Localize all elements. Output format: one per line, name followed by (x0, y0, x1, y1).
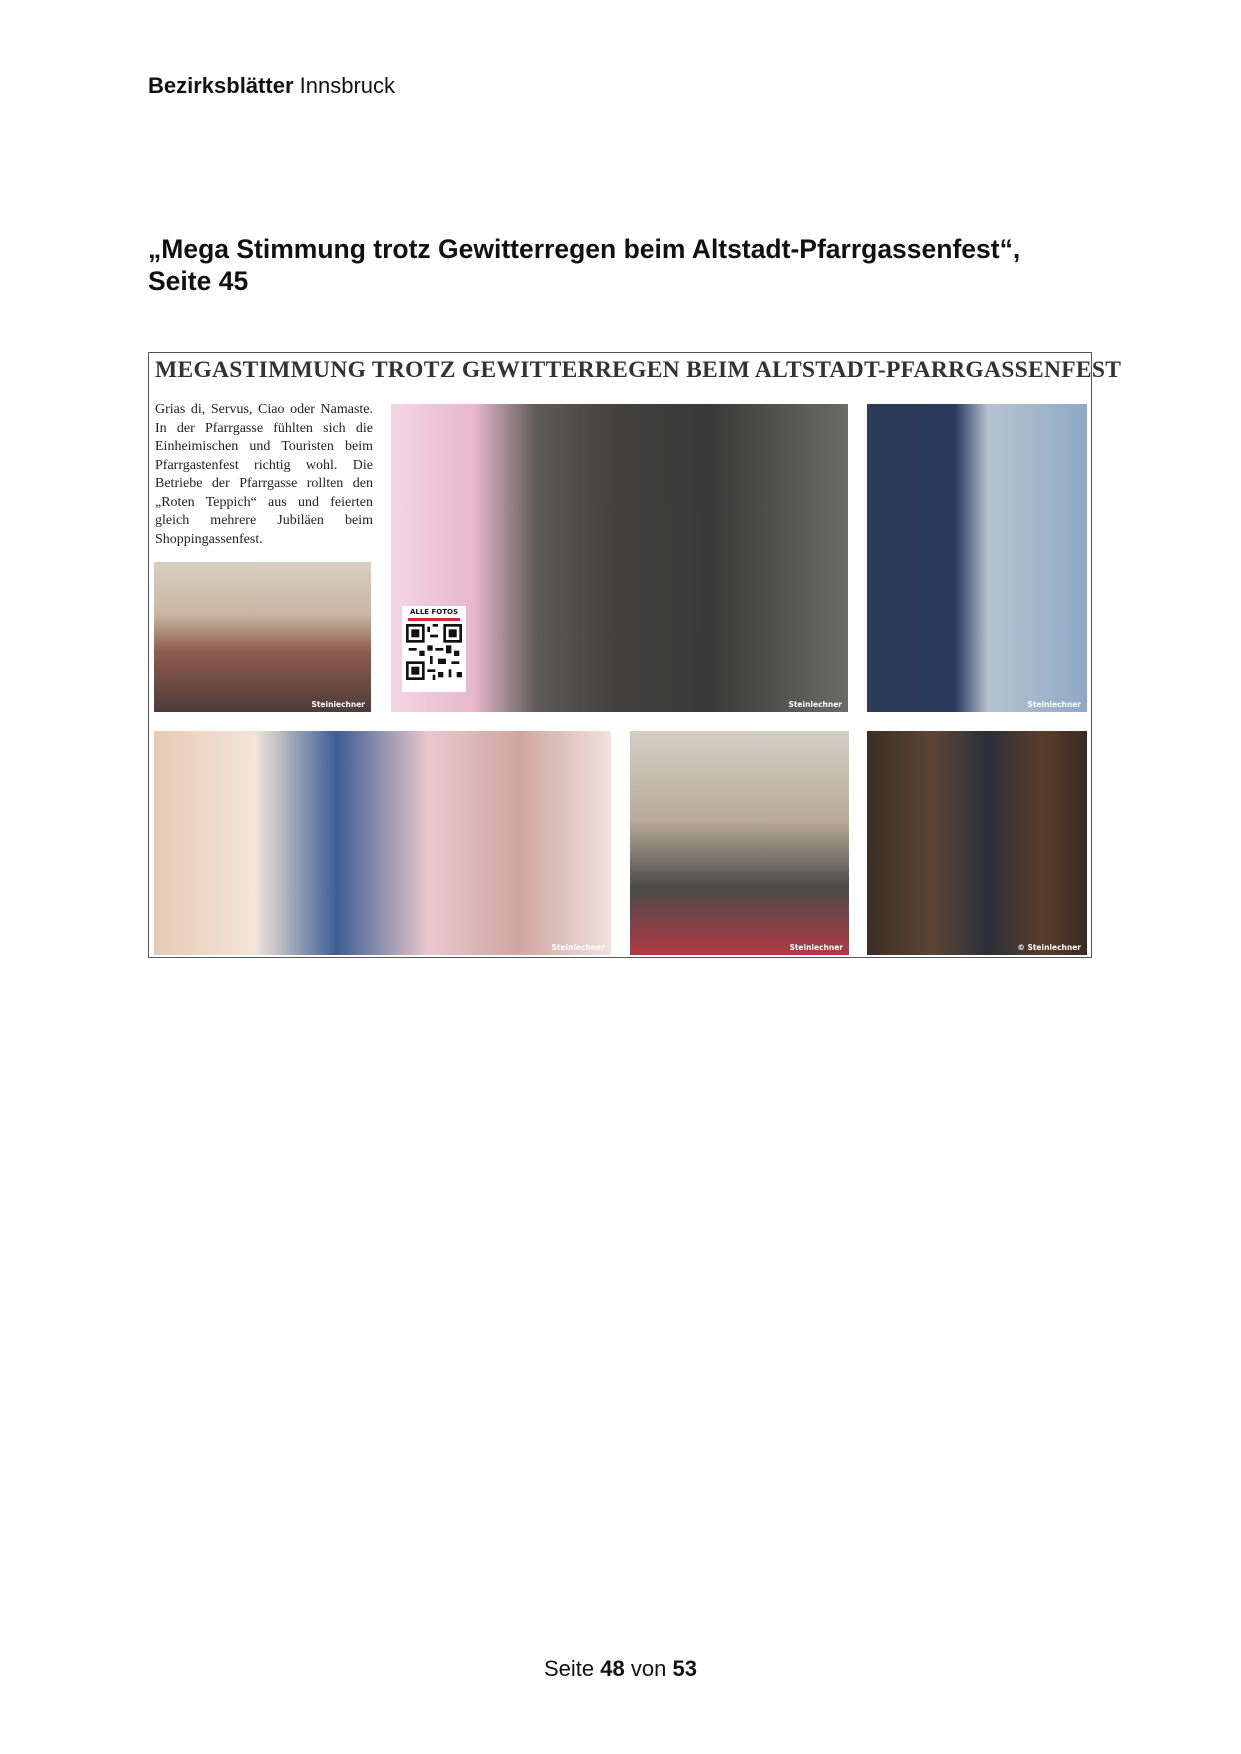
region-name: Innsbruck (299, 73, 396, 98)
publication-name: Bezirksblätter (148, 73, 294, 98)
photo-women-group (154, 731, 611, 955)
photo-credit: Steinlechner (311, 700, 365, 709)
qr-code-icon (406, 624, 462, 680)
photo-credit: Steinlechner (1027, 700, 1081, 709)
total-page-count: 53 (672, 1656, 697, 1681)
photo-credit: Steinlechner (551, 943, 605, 952)
photo-two-men (630, 731, 849, 955)
footer-separator: von (630, 1656, 667, 1681)
photo-group-men-woman (391, 404, 848, 712)
qr-label: ALLE FOTOS (409, 608, 459, 616)
photo-street-festival (154, 562, 371, 712)
footer-prefix: Seite (544, 1656, 595, 1681)
page-footer (0, 1656, 1241, 1682)
photo-credit: Steinlechner (788, 700, 842, 709)
photo-credit: © Steinlechner (1017, 943, 1081, 952)
document-header (148, 73, 395, 99)
photo-interview (867, 404, 1087, 712)
qr-red-bar (408, 618, 460, 621)
article-title (148, 233, 1098, 297)
article-page-ref: Seite 45 (148, 266, 249, 296)
newspaper-clipping (148, 352, 1122, 958)
qr-code-box (402, 606, 466, 692)
clipping-body-text: Grias di, Servus, Ciao oder Namaste. In der Pfarrgasse fühlten sich die Einheimischen und Touristen beim Pfarrgastenfest richtig wohl. Die Betriebe der Pfarrgasse rollten den „Roten Teppich“ aus und feierten gleich mehrere Jubiläen beim Shoppingassenfest. (155, 402, 373, 547)
photo-credit: Steinlechner (789, 943, 843, 952)
article-title-line1: „Mega Stimmung trotz Gewitterregen beim Altstadt-Pfarrgassenfest“, (148, 234, 1021, 264)
clipping-headline: MEGASTIMMUNG TROTZ GEWITTERREGEN BEIM ALTSTADT-PFARRGASSENFEST (155, 357, 1122, 383)
photo-singer-band (867, 731, 1087, 955)
current-page-number: 48 (600, 1656, 625, 1681)
